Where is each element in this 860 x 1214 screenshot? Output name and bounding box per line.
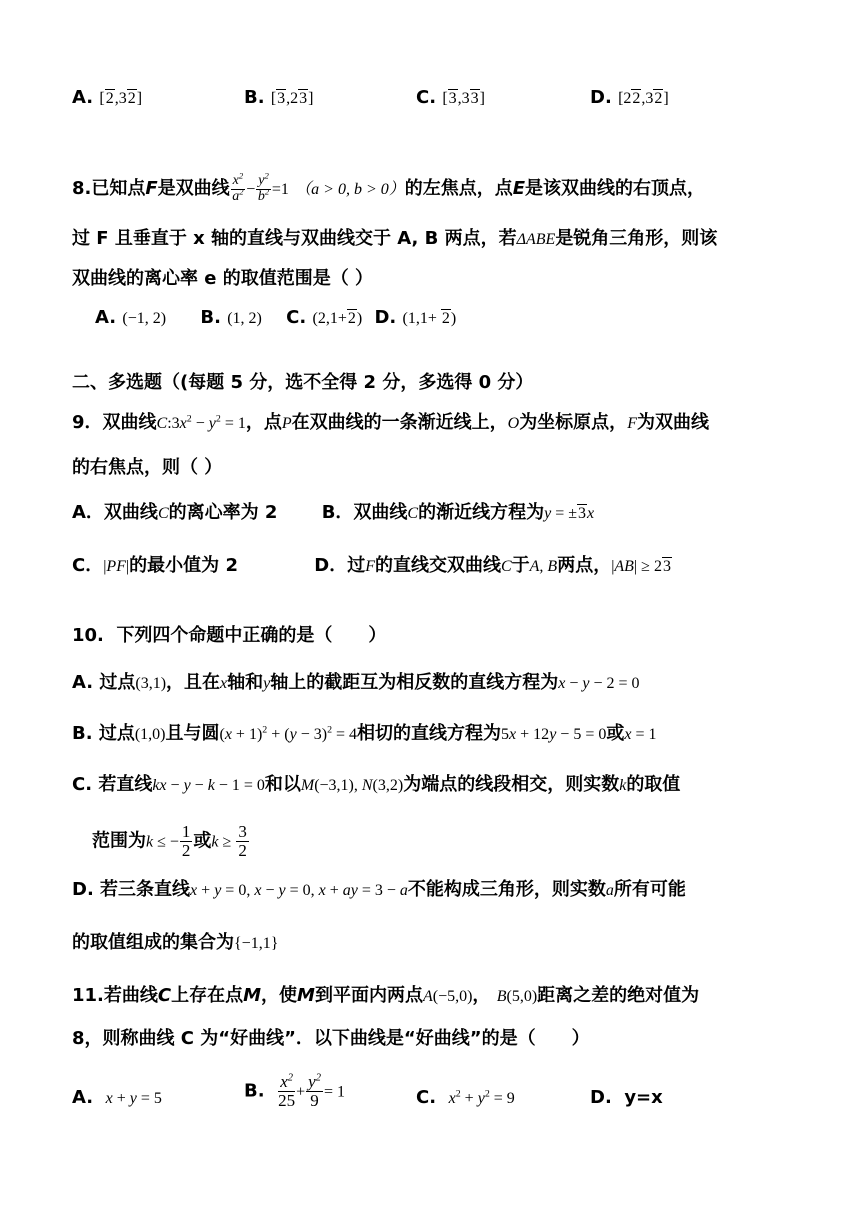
q7-option-c[interactable]: C. [3,33] <box>416 87 485 108</box>
q7-option-b[interactable]: B. [3,23] <box>244 87 314 108</box>
fraction-y2-9: $\frac{y^2}{9}$ <box>308 1072 321 1110</box>
q10-option-d-cont: 的取值组成的集合为{−1,1} <box>72 932 279 953</box>
q8-line3: 双曲线的离心率 e 的取值范围是（ ） <box>72 268 374 289</box>
fraction-three-halves: $\frac{3}{2}$ <box>238 822 247 860</box>
q11-line2: 8，则称曲线 C 为“好曲线”．以下曲线是“好曲线”的是（ ） <box>72 1028 590 1049</box>
q10-option-c[interactable]: C. 若直线kx − y − k − 1 = 0和以M(−3,1), N(3,2)为端点的线段相交，则实数k的取值 <box>72 774 681 795</box>
q8-option-c[interactable]: C. (2,1+2) <box>286 307 363 328</box>
fraction-one-half: $\frac{1}{2}$ <box>181 822 191 860</box>
q8-options <box>95 305 456 332</box>
q10-option-a[interactable]: A. 过点(3,1)，且在x轴和y轴上的截距互为相反数的直线方程为x − y − 2 = 0 <box>72 672 640 693</box>
q11-line1: 11.若曲线C上存在点M，使M到平面内两点A(−5,0)， B(5,0)距离之差的绝对值为 <box>72 985 700 1006</box>
q9-options-cd <box>72 553 672 580</box>
q9-options-ab <box>72 500 594 527</box>
q10-option-c-range: 范围为k ≤ − $\frac{1}{2}$ 或k ≥ $\frac{3}{2}$ <box>92 822 247 860</box>
q11-option-a[interactable]: A. x + y = 5 <box>72 1087 162 1108</box>
q8-option-b[interactable]: B. (1, 2) <box>200 307 262 328</box>
fraction-y2-b2: $\frac{y^2}{b^2}$ <box>257 170 270 204</box>
q7-option-d[interactable]: D. [22,32] <box>590 87 669 108</box>
q11-option-c[interactable]: C. $x^2 + y^2 = 9$ <box>416 1087 515 1108</box>
q11-option-b[interactable]: B. $\frac{x^2}{25}$ + $\frac{y^2}{9}$ = 1 <box>244 1072 345 1110</box>
q9-option-b[interactable]: B．双曲线C的渐近线方程为y = ±3x <box>321 502 595 523</box>
q10-title: 10. 下列四个命题中正确的是（ ） <box>72 625 387 646</box>
q8-option-d[interactable]: D. (1,1+ 2) <box>374 307 457 328</box>
q10-option-d[interactable]: D. 若三条直线x + y = 0, x − y = 0, x + ay = 3 − a不能构成三角形，则实数a所有可能 <box>72 879 686 900</box>
q7-option-a[interactable]: A. [2,32] <box>72 87 143 108</box>
q9-line1: 9．双曲线$C:3x^2 - y^2 = 1$，点P在双曲线的一条渐近线上，O为坐标原点，F为双曲线 <box>72 412 709 433</box>
q10-option-b[interactable]: B. 过点(1,0)且与圆$(x + 1)^2 + (y - 3)^2 = 4$相切的直线方程为5x + 12y − 5 = 0或x = 1 <box>72 723 657 744</box>
section-2-title: 二、多选题（(每题 5 分，选不全得 2 分，多选得 0 分） <box>72 372 534 393</box>
q9-option-c[interactable]: C．|PF|的最小值为 2 <box>72 555 238 576</box>
q9-option-d[interactable]: D．过F的直线交双曲线C于A, B两点，|AB| ≥ 23 <box>314 555 671 576</box>
q11-option-d[interactable]: D. y=x <box>590 1087 663 1108</box>
q9-line2: 的右焦点，则（ ） <box>72 457 223 478</box>
q9-option-a[interactable]: A．双曲线C的离心率为 2 <box>72 502 278 523</box>
q8-option-a[interactable]: A. (−1, 2) <box>95 307 167 328</box>
q8-line1: 8.已知点F是双曲线 $\frac{x^2}{a^2}$ − $\frac{y^2}{b^2}$ =1 （a > 0, b > 0）的左焦点，点E是该双曲线的右顶点， <box>72 170 706 204</box>
q8-line2: 过 F 且垂直于 x 轴的直线与双曲线交于 A, B 两点，若ΔABE是锐角三角形，则该 <box>72 228 718 249</box>
fraction-x2-25: $\frac{x^2}{25}$ <box>278 1072 296 1110</box>
fraction-x2-a2: $\frac{x^2}{a^2}$ <box>232 170 244 204</box>
